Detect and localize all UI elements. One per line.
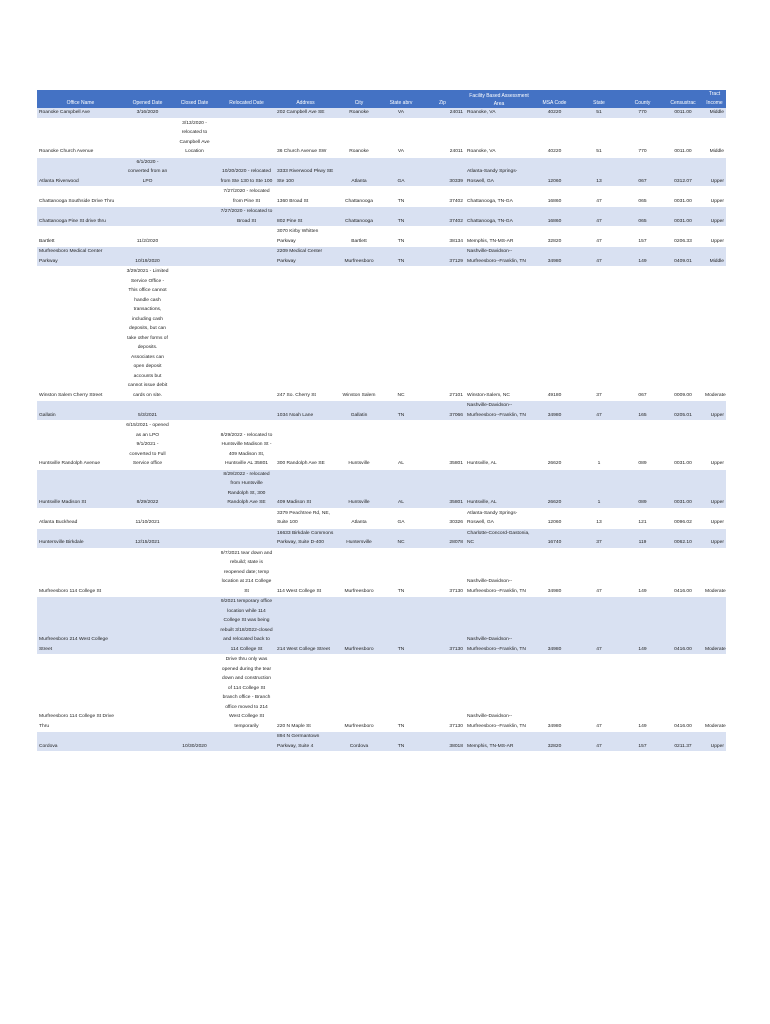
cell-opened-date: 3/16/2020: [124, 108, 171, 118]
cell-closed-date: [171, 207, 218, 227]
cell-assessment-area: Memphis, TN-MS-AR: [465, 227, 533, 247]
cell-msa-code: 34980: [533, 247, 576, 267]
cell-tract-income: Upper: [703, 469, 726, 508]
cell-tract-income: Upper: [703, 528, 726, 548]
cell-address: 114 West College St: [275, 548, 336, 597]
cell-address: 220 N Maple St: [275, 655, 336, 732]
cell-closed-date: [171, 227, 218, 247]
cell-assessment-area: Memphis, TN-MS-AR: [465, 732, 533, 752]
cell-state-abrv: TN: [382, 732, 420, 752]
cell-opened-date: 11/2/2020: [124, 227, 171, 247]
cell-censustrac: 0011.00: [663, 118, 703, 157]
table-row: [37, 187, 726, 207]
cell-assessment-area: Nashville-Davidson--Murfreesboro--Franklin, TN: [465, 597, 533, 655]
cell-relocated-date: [218, 732, 275, 752]
cell-closed-date: [171, 469, 218, 508]
header-zip: Zip: [420, 90, 465, 108]
header-address: Address: [275, 90, 336, 108]
cell-zip: 24011: [420, 118, 465, 157]
cell-address: 202 Campbell Ave SE: [275, 108, 336, 118]
cell-closed-date: [171, 401, 218, 421]
cell-city: Huntsville: [336, 469, 382, 508]
cell-tract-income: Moderate: [703, 597, 726, 655]
cell-msa-code: 32820: [533, 227, 576, 247]
cell-address: 16633 Birkdale Commons Parkway, Suite D-400: [275, 528, 336, 548]
cell-opened-date: 10/19/2020: [124, 247, 171, 267]
cell-relocated-date: [218, 118, 275, 157]
header-closed-date: Closed Date: [171, 90, 218, 108]
cell-assessment-area: Roanoke, VA: [465, 118, 533, 157]
cell-opened-date: 8/29/2022: [124, 469, 171, 508]
cell-relocated-date: [218, 267, 275, 401]
cell-office-name: Chattanooga Southside Drive Thru: [37, 187, 124, 207]
cell-city: Cordova: [336, 732, 382, 752]
cell-city: Murfreesboro: [336, 655, 382, 732]
cell-msa-code: 26620: [533, 469, 576, 508]
cell-state-abrv: TN: [382, 207, 420, 227]
cell-censustrac: 0009.00: [663, 267, 703, 401]
cell-tract-income: Moderate: [703, 267, 726, 401]
cell-opened-date: [124, 732, 171, 752]
table-row: [37, 655, 726, 732]
cell-censustrac: 0062.10: [663, 528, 703, 548]
cell-state-abrv: TN: [382, 548, 420, 597]
cell-msa-code: 40220: [533, 108, 576, 118]
cell-state-code: 47: [576, 655, 622, 732]
cell-assessment-area: Nashville-Davidson--Murfreesboro--Franklin, TN: [465, 548, 533, 597]
cell-msa-code: 34980: [533, 401, 576, 421]
cell-assessment-area: Charlotte-Concord-Gastonia, NC: [465, 528, 533, 548]
cell-state-abrv: VA: [382, 108, 420, 118]
cell-address: 3379 Peachtree Rd, NE, Suite 100: [275, 508, 336, 528]
cell-state-code: 37: [576, 528, 622, 548]
cell-relocated-date: [218, 247, 275, 267]
cell-censustrac: 0206.33: [663, 227, 703, 247]
cell-city: Chattanooga: [336, 187, 382, 207]
cell-assessment-area: Chattanooga, TN-GA: [465, 207, 533, 227]
cell-state-code: 47: [576, 597, 622, 655]
cell-city: Atlanta: [336, 508, 382, 528]
cell-state-abrv: NC: [382, 528, 420, 548]
cell-address: 3333 Riverwood Pkwy SE Ste 100: [275, 157, 336, 187]
cell-opened-date: 12/15/2021: [124, 528, 171, 548]
cell-address: 3070 Kirby Whitten Parkway: [275, 227, 336, 247]
cell-county-code: 065: [622, 207, 663, 227]
cell-censustrac: 0031.00: [663, 469, 703, 508]
cell-zip: 30339: [420, 157, 465, 187]
cell-relocated-date: 8/29/2022 - relocated to Huntsville Madison St - 409 Madison St, Huntsville AL 35801: [218, 421, 275, 470]
cell-zip: 37402: [420, 187, 465, 207]
cell-tract-income: Moderate: [703, 655, 726, 732]
cell-county-code: 089: [622, 469, 663, 508]
cell-address: 300 Randolph Ave SE: [275, 421, 336, 470]
cell-county-code: 089: [622, 421, 663, 470]
cell-office-name: Murfreesboro 114 College St: [37, 548, 124, 597]
header-row: [37, 90, 726, 108]
cell-censustrac: 0416.00: [663, 597, 703, 655]
cell-county-code: 149: [622, 655, 663, 732]
cell-office-name: Murfreesboro 214 West College Street: [37, 597, 124, 655]
cell-opened-date: [124, 207, 171, 227]
cell-tract-income: Upper: [703, 187, 726, 207]
cell-msa-code: 26620: [533, 421, 576, 470]
cell-city: Murfreesboro: [336, 548, 382, 597]
cell-tract-income: Middle: [703, 108, 726, 118]
cell-zip: 37402: [420, 207, 465, 227]
cell-zip: 38134: [420, 227, 465, 247]
header-state-abrv: State abrv: [382, 90, 420, 108]
cell-county-code: 067: [622, 157, 663, 187]
cell-office-name: Murfreesboro 114 College St Drive Thru: [37, 655, 124, 732]
cell-censustrac: 0011.00: [663, 108, 703, 118]
cell-assessment-area: Chattanooga, TN-GA: [465, 187, 533, 207]
cell-relocated-date: [218, 528, 275, 548]
cell-msa-code: 12060: [533, 508, 576, 528]
cell-relocated-date: 7/27/2020 - relocated from Pine St: [218, 187, 275, 207]
cell-opened-date: [124, 187, 171, 207]
cell-state-code: 47: [576, 207, 622, 227]
cell-office-name: Huntsville Randolph Avenue: [37, 421, 124, 470]
cell-tract-income: Middle: [703, 247, 726, 267]
cell-assessment-area: Huntsville, AL: [465, 469, 533, 508]
cell-address: 2209 Medical Center Parkway: [275, 247, 336, 267]
cell-county-code: 067: [622, 267, 663, 401]
cell-state-code: 47: [576, 247, 622, 267]
cell-relocated-date: 9/7/2021 tear down and rebuild; state is reopened date; temp location at 214 College St: [218, 548, 275, 597]
cell-address: 1034 Noah Lane: [275, 401, 336, 421]
cell-closed-date: [171, 421, 218, 470]
cell-closed-date: [171, 655, 218, 732]
table-row: [37, 732, 726, 752]
cell-county-code: 149: [622, 597, 663, 655]
cell-office-name: Bartlett: [37, 227, 124, 247]
branch-office-table: [37, 90, 726, 752]
table-row: [37, 597, 726, 655]
header-opened-date: Opened Date: [124, 90, 171, 108]
cell-zip: 38018: [420, 732, 465, 752]
cell-tract-income: Upper: [703, 732, 726, 752]
cell-county-code: 157: [622, 227, 663, 247]
cell-relocated-date: 8/29/2022 - relocated from Huntsville Randolph St, 300 Randolph Ave SE: [218, 469, 275, 508]
cell-office-name: Atlanta Riverwood: [37, 157, 124, 187]
cell-opened-date: 5/3/2021: [124, 401, 171, 421]
cell-censustrac: 0416.00: [663, 548, 703, 597]
cell-city: Huntersville: [336, 528, 382, 548]
cell-msa-code: 40220: [533, 118, 576, 157]
cell-state-abrv: GA: [382, 508, 420, 528]
cell-tract-income: Upper: [703, 157, 726, 187]
cell-censustrac: 0312.07: [663, 157, 703, 187]
table-row: [37, 108, 726, 118]
header-office-name: Office Name: [37, 90, 124, 108]
cell-state-abrv: TN: [382, 401, 420, 421]
cell-address: 214 West College Street: [275, 597, 336, 655]
cell-msa-code: 16860: [533, 207, 576, 227]
cell-office-name: Winston Salem Cherry Street: [37, 267, 124, 401]
cell-opened-date: 6/15/2021 - opened as an LPO 9/1/2021 - converted to Full Service office: [124, 421, 171, 470]
cell-zip: 28078: [420, 528, 465, 548]
table-row: [37, 528, 726, 548]
table-row: [37, 267, 726, 401]
cell-closed-date: [171, 267, 218, 401]
table-row: [37, 401, 726, 421]
cell-tract-income: Upper: [703, 508, 726, 528]
cell-office-name: Murfreesboro Medical Center Parkway: [37, 247, 124, 267]
cell-relocated-date: [218, 108, 275, 118]
cell-address: 247 So. Cherry St: [275, 267, 336, 401]
cell-zip: 30326: [420, 508, 465, 528]
cell-censustrac: 0416.00: [663, 655, 703, 732]
cell-state-abrv: VA: [382, 118, 420, 157]
cell-city: Winston Salem: [336, 267, 382, 401]
cell-relocated-date: 9/2021 temporary office location while 114 College St was being rebuilt 3/18/2022-closed and relocated back to 114 College St: [218, 597, 275, 655]
cell-office-name: Roanoke Church Avenue: [37, 118, 124, 157]
cell-relocated-date: Drive thru only was opened during the tear down and construction of 114 College St branch office - Branch office moved to 214 West College St temporarily: [218, 655, 275, 732]
cell-state-code: 47: [576, 732, 622, 752]
cell-closed-date: 3/13/2020 - relocated to Campbell Ave Location: [171, 118, 218, 157]
cell-msa-code: 12060: [533, 157, 576, 187]
cell-zip: 37130: [420, 548, 465, 597]
cell-censustrac: 0031.00: [663, 421, 703, 470]
cell-city: Gallatin: [336, 401, 382, 421]
cell-assessment-area: Atlanta-Sandy Springs-Roswell, GA: [465, 157, 533, 187]
cell-censustrac: 0205.01: [663, 401, 703, 421]
cell-censustrac: 0031.00: [663, 207, 703, 227]
table-row: [37, 118, 726, 157]
cell-office-name: Gallatin: [37, 401, 124, 421]
cell-tract-income: Upper: [703, 207, 726, 227]
cell-state-code: 13: [576, 157, 622, 187]
cell-opened-date: 6/1/2020 - converted from an LPO: [124, 157, 171, 187]
cell-city: Chattanooga: [336, 207, 382, 227]
cell-state-abrv: AL: [382, 469, 420, 508]
cell-zip: 35801: [420, 469, 465, 508]
cell-closed-date: [171, 597, 218, 655]
cell-county-code: 157: [622, 732, 663, 752]
cell-opened-date: 3/29/2021 - Limited Service Office - This office cannot handle cash transactions, including cash deposits, but can take other forms of deposits. Associates can open deposit accounts but cannot issue debit cards on site.: [124, 267, 171, 401]
table-row: [37, 469, 726, 508]
cell-county-code: 149: [622, 247, 663, 267]
header-msa-code: MSA Code: [533, 90, 576, 108]
cell-zip: 24011: [420, 108, 465, 118]
cell-state-code: 47: [576, 401, 622, 421]
cell-office-name: Huntsville Madison St: [37, 469, 124, 508]
cell-assessment-area: Nashville-Davidson--Murfreesboro--Franklin, TN: [465, 655, 533, 732]
cell-closed-date: 10/30/2020: [171, 732, 218, 752]
cell-state-code: 13: [576, 508, 622, 528]
cell-city: Huntsville: [336, 421, 382, 470]
cell-city: Murfreesboro: [336, 597, 382, 655]
cell-relocated-date: 10/20/2020 - relocated from Ste 130 to Ste 100: [218, 157, 275, 187]
table-row: [37, 247, 726, 267]
cell-office-name: Huntersville Birkdale: [37, 528, 124, 548]
cell-censustrac: 0409.01: [663, 247, 703, 267]
table-row: [37, 207, 726, 227]
cell-closed-date: [171, 247, 218, 267]
cell-tract-income: Middle: [703, 118, 726, 157]
cell-state-code: 37: [576, 267, 622, 401]
header-city: City: [336, 90, 382, 108]
cell-zip: 35801: [420, 421, 465, 470]
cell-state-abrv: GA: [382, 157, 420, 187]
cell-state-abrv: TN: [382, 187, 420, 207]
header-assessment-area: Facility Based Assessment Area: [465, 90, 533, 108]
table-row: [37, 421, 726, 470]
cell-state-abrv: AL: [382, 421, 420, 470]
cell-city: Atlanta: [336, 157, 382, 187]
cell-msa-code: 49180: [533, 267, 576, 401]
header-state: State: [576, 90, 622, 108]
cell-office-name: Chattanooga Pine St drive thru: [37, 207, 124, 227]
cell-office-name: Atlanta Buckhead: [37, 508, 124, 528]
cell-relocated-date: 7/27/2020 - relocated to Broad St: [218, 207, 275, 227]
cell-closed-date: [171, 108, 218, 118]
cell-assessment-area: Winston-Salem, NC: [465, 267, 533, 401]
cell-assessment-area: Huntsville, AL: [465, 421, 533, 470]
cell-zip: 37130: [420, 655, 465, 732]
cell-city: Roanoke: [336, 108, 382, 118]
cell-office-name: Cordova: [37, 732, 124, 752]
cell-msa-code: 34980: [533, 655, 576, 732]
cell-opened-date: [124, 118, 171, 157]
cell-state-code: 1: [576, 469, 622, 508]
table-row: [37, 227, 726, 247]
cell-msa-code: 32820: [533, 732, 576, 752]
cell-relocated-date: [218, 227, 275, 247]
cell-opened-date: 11/10/2021: [124, 508, 171, 528]
cell-state-abrv: TN: [382, 247, 420, 267]
cell-city: Bartlett: [336, 227, 382, 247]
cell-assessment-area: Nashville-Davidson--Murfreesboro--Franklin, TN: [465, 401, 533, 421]
cell-censustrac: 0031.00: [663, 187, 703, 207]
cell-relocated-date: [218, 401, 275, 421]
cell-msa-code: 16860: [533, 187, 576, 207]
cell-msa-code: 34980: [533, 597, 576, 655]
cell-zip: 37066: [420, 401, 465, 421]
cell-state-abrv: NC: [382, 267, 420, 401]
cell-state-abrv: TN: [382, 227, 420, 247]
cell-state-code: 47: [576, 548, 622, 597]
cell-office-name: Roanoke Campbell Ave: [37, 108, 124, 118]
cell-assessment-area: Roanoke, VA: [465, 108, 533, 118]
cell-county-code: 149: [622, 548, 663, 597]
cell-state-code: 47: [576, 227, 622, 247]
cell-address: 1360 Broad St: [275, 187, 336, 207]
header-tract-income: Tract Income: [703, 90, 726, 108]
table-row: [37, 508, 726, 528]
cell-msa-code: 34980: [533, 548, 576, 597]
cell-closed-date: [171, 508, 218, 528]
cell-closed-date: [171, 528, 218, 548]
cell-tract-income: Upper: [703, 421, 726, 470]
cell-closed-date: [171, 157, 218, 187]
cell-state-abrv: TN: [382, 655, 420, 732]
cell-msa-code: 16740: [533, 528, 576, 548]
cell-opened-date: [124, 548, 171, 597]
cell-relocated-date: [218, 508, 275, 528]
cell-opened-date: [124, 597, 171, 655]
cell-state-code: 51: [576, 108, 622, 118]
cell-city: Murfreesboro: [336, 247, 382, 267]
cell-county-code: 121: [622, 508, 663, 528]
cell-tract-income: Upper: [703, 401, 726, 421]
cell-zip: 37130: [420, 597, 465, 655]
cell-censustrac: 0211.37: [663, 732, 703, 752]
cell-city: Roanoke: [336, 118, 382, 157]
cell-address: 409 Madison St: [275, 469, 336, 508]
cell-zip: 27101: [420, 267, 465, 401]
cell-assessment-area: Nashville-Davidson--Murfreesboro--Franklin, TN: [465, 247, 533, 267]
cell-tract-income: Upper: [703, 227, 726, 247]
header-relocated-date: Relocated Date: [218, 90, 275, 108]
table-row: [37, 157, 726, 187]
cell-assessment-area: Atlanta-Sandy Springs-Roswell, GA: [465, 508, 533, 528]
cell-closed-date: [171, 187, 218, 207]
header-county: County: [622, 90, 663, 108]
cell-tract-income: Moderate: [703, 548, 726, 597]
cell-opened-date: [124, 655, 171, 732]
cell-zip: 37129: [420, 247, 465, 267]
cell-county-code: 065: [622, 187, 663, 207]
cell-address: 894 N Germantown Parkway, Suite 4: [275, 732, 336, 752]
cell-address: 36 Church Avenue SW: [275, 118, 336, 157]
cell-county-code: 770: [622, 118, 663, 157]
cell-county-code: 165: [622, 401, 663, 421]
cell-county-code: 119: [622, 528, 663, 548]
cell-censustrac: 0096.02: [663, 508, 703, 528]
cell-state-code: 47: [576, 187, 622, 207]
header-censustrac: Censustrac: [663, 90, 703, 108]
cell-address: 802 Pine St: [275, 207, 336, 227]
cell-state-abrv: TN: [382, 597, 420, 655]
cell-state-code: 1: [576, 421, 622, 470]
table-row: [37, 548, 726, 597]
cell-state-code: 51: [576, 118, 622, 157]
cell-closed-date: [171, 548, 218, 597]
cell-county-code: 770: [622, 108, 663, 118]
